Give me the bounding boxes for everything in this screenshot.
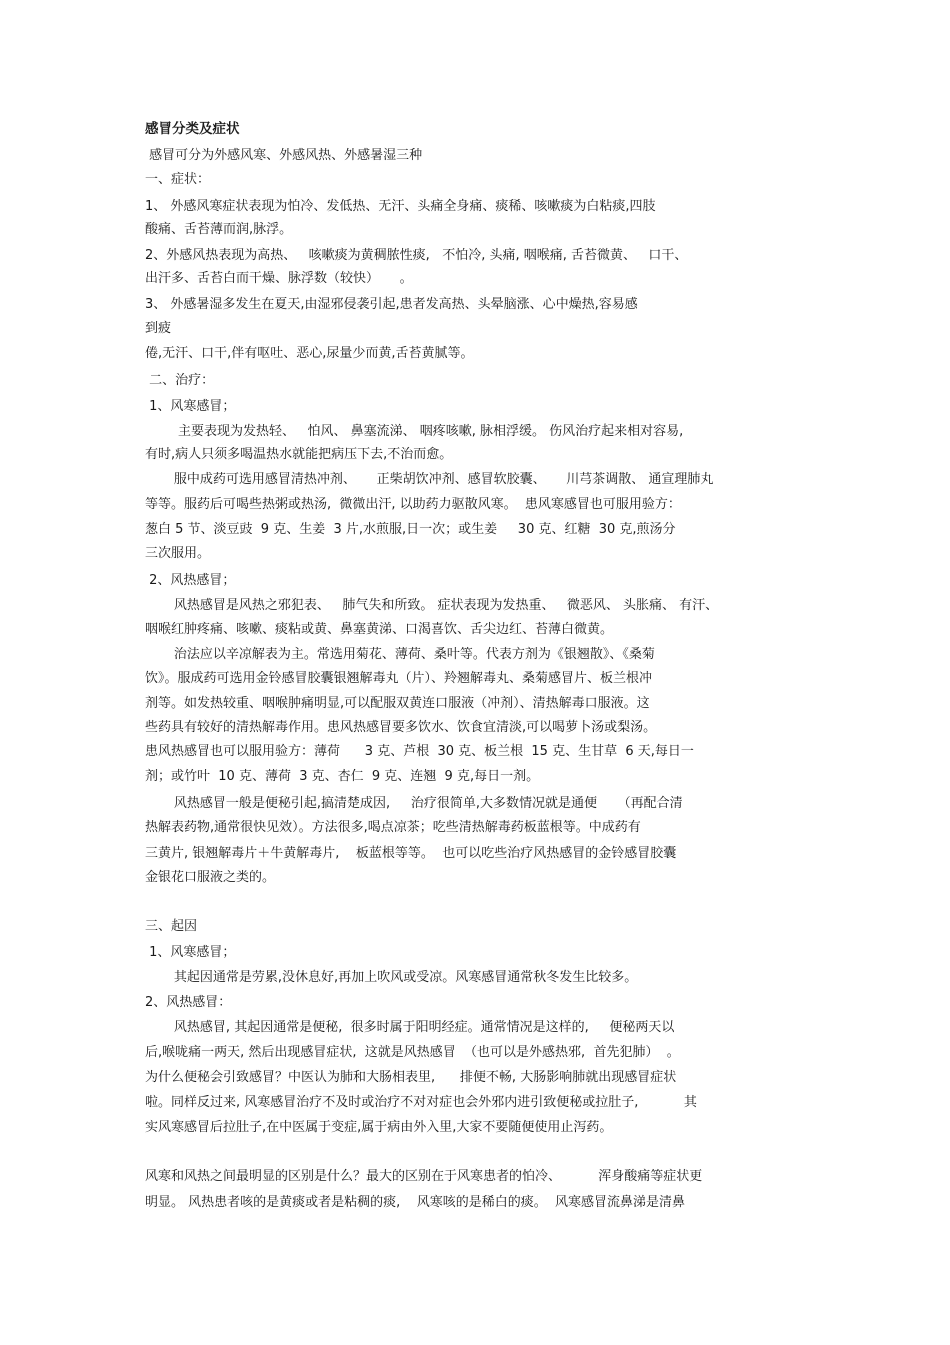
text-line: 主要表现为发热轻、 怕风、 鼻塞流涕、 咽疼咳嗽, 脉相浮缓。 伤风治疗起来相对容易, <box>145 424 684 439</box>
text-line: 剂；或竹叶 10 克、薄荷 3 克、杏仁 9 克、连翘 9 克,每日一剂。 <box>145 769 540 784</box>
text-line: 明显。 风热患者咳的是黄痰或者是粘稠的痰, 风寒咳的是稀白的痰。 风寒感冒流鼻涕是清鼻 <box>145 1195 686 1210</box>
text-line: 后,喉咙痛一两天, 然后出现感冒症状, 这就是风热感冒 （也可以是外感热邪, 首先犯肺） 。 <box>145 1045 680 1060</box>
section-heading: 二、治疗： <box>145 373 215 388</box>
text-line: 饮》。服成药可选用金铃感冒胶囊银翘解毒丸（片）、羚翘解毒丸、桑菊感冒片、板兰根冲 <box>145 671 653 686</box>
text-line: 一、症状： <box>145 172 211 187</box>
text-line: 咽喉红肿疼痛、咳嗽、痰粘或黄、鼻塞黄涕、口渴喜饮、舌尖边红、苔薄白微黄。 <box>145 622 614 637</box>
section-heading: 三、起因 <box>145 919 198 934</box>
text-line: 热解表药物,通常很快见效）。方法很多,喝点凉茶；吃些清热解毒药板蓝根等。中成药有 <box>145 820 641 835</box>
text-line: 剂等。如发热较重、咽喉肿痛明显,可以配服双黄连口服液（冲剂）、清热解毒口服液。这 <box>145 696 650 711</box>
text-line: 感冒可分为外感风寒、外感风热、外感暑湿三种 <box>145 148 423 163</box>
subsection-heading: 1、风寒感冒； <box>145 399 236 414</box>
subsection-heading: 1、风寒感冒； <box>145 945 236 960</box>
text-line: 些药具有较好的清热解毒作用。患风热感冒要多饮水、饮食宜清淡,可以喝萝卜汤或梨汤。 <box>145 720 657 735</box>
text-line: 服中成药可选用感冒清热冲剂、 正柴胡饮冲剂、感冒软胶囊、 川芎茶调散、 通宣理肺丸 <box>145 472 714 487</box>
document-title: 感冒分类及症状 <box>145 121 240 137</box>
subsection-heading: 2、风热感冒； <box>145 573 236 588</box>
text-line: 啦。同样反过来, 风寒感冒治疗不及时或治疗不对对症也会外邪内进引致便秘或拉肚子, 其 <box>145 1095 697 1110</box>
text-line: 风热感冒是风热之邪犯表、 肺气失和所致。 症状表现为发热重、 微恶风、 头胀痛、 有汗、 <box>145 598 719 613</box>
text-line: 三次服用。 <box>145 546 211 561</box>
text-line: 风热感冒, 其起因通常是便秘, 很多时属于阳明经症。通常情况是这样的, 便秘两天以 <box>145 1020 675 1035</box>
text-line: 为什么便秘会引致感冒？中医认为肺和大肠相表里, 排便不畅, 大肠影响肺就出现感冒症状 <box>145 1070 677 1085</box>
text-line: 有时,病人只须多喝温热水就能把病压下去,不治而愈。 <box>145 447 453 462</box>
text-line: 风热感冒一般是便秘引起,搞清楚成因, 治疗很简单,大多数情况就是通便 （再配合清 <box>145 796 683 811</box>
text-line: 风寒和风热之间最明显的区别是什么？最大的区别在于风寒患者的怕冷、 浑身酸痛等症状更 <box>145 1169 703 1184</box>
text-line: 1、 外感风寒症状表现为怕冷、发低热、无汗、头痛全身痛、痰稀、咳嗽痰为白粘痰,四肢 <box>145 199 656 214</box>
text-line: 倦,无汗、口干,伴有呕吐、恶心,尿量少而黄,舌苔黄腻等。 <box>145 346 474 361</box>
text-line: 患风热感冒也可以服用验方：薄荷 3 克、芦根 30 克、板兰根 15 克、生甘草 6 天,每日一 <box>145 744 694 759</box>
text-line: 金银花口服液之类的。 <box>145 870 276 885</box>
text-line: 实风寒感冒后拉肚子,在中医属于变症,属于病由外入里,大家不要随便使用止泻药。 <box>145 1120 613 1135</box>
subsection-heading: 2、风热感冒： <box>145 995 232 1010</box>
text-line: 到疲 <box>145 321 172 336</box>
text-line: 2、外感风热表现为高热、 咳嗽痰为黄稠脓性痰, 不怕冷, 头痛, 咽喉痛, 舌苔微黄、 口干、 <box>145 248 688 263</box>
text-line: 等等。服药后可喝些热粥或热汤, 微微出汗, 以助药力驱散风寒。 患风寒感冒也可服用验方： <box>145 497 681 512</box>
text-line: 葱白 5 节、淡豆豉 9 克、生姜 3 片,水煎服,日一次；或生姜 30 克、红糖 30 克,煎汤分 <box>145 522 676 537</box>
text-line: 酸痛、舌苔薄而润,脉浮。 <box>145 222 293 237</box>
text-line: 3、 外感暑湿多发生在夏天,由湿邪侵袭引起,患者发高热、头晕脑涨、心中燥热,容易感 <box>145 297 638 312</box>
text-line: 出汗多、舌苔白而干燥、脉浮数（较快） 。 <box>145 271 413 286</box>
text-line: 其起因通常是劳累,没休息好,再加上吹风或受凉。风寒感冒通常秋冬发生比较多。 <box>145 970 638 985</box>
text-line: 三黄片, 银翘解毒片＋牛黄解毒片, 板蓝根等等。 也可以吃些治疗风热感冒的金铃感冒胶囊 <box>145 846 677 861</box>
text-line: 治法应以辛凉解表为主。常选用菊花、薄荷、桑叶等。代表方剂为《银翘散》、《桑菊 <box>145 647 655 662</box>
